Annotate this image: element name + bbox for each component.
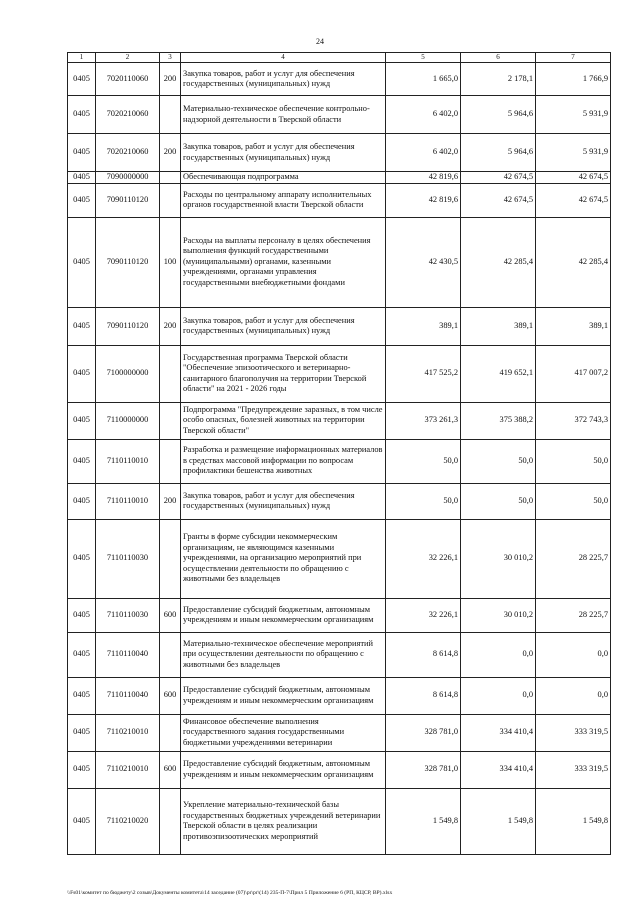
- section-code-cell: 0405: [68, 134, 96, 172]
- amount-year3-cell: 42 674,5: [536, 183, 611, 217]
- target-article-cell: 7090110120: [96, 307, 160, 345]
- header-col-6: 6: [461, 53, 536, 63]
- item-name-cell: Государственная программа Тверской области "Обеспечение эпизоотического и ветеринарно-санитарного благополучия на территории Тверской области" на 2021 - 2026 годы: [181, 345, 386, 402]
- table-row: [68, 134, 611, 172]
- expense-type-cell: 600: [160, 751, 181, 788]
- expense-type-cell: 200: [160, 483, 181, 519]
- table-row: [68, 598, 611, 632]
- amount-year1-cell: 42 430,5: [386, 217, 461, 307]
- amount-year3-cell: 5 931,9: [536, 96, 611, 134]
- amount-year3-cell: 28 225,7: [536, 519, 611, 598]
- amount-year2-cell: 375 388,2: [461, 402, 536, 439]
- section-code-cell: 0405: [68, 63, 96, 96]
- section-code-cell: 0405: [68, 439, 96, 483]
- amount-year3-cell: 28 225,7: [536, 598, 611, 632]
- amount-year2-cell: 2 178,1: [461, 63, 536, 96]
- section-code-cell: 0405: [68, 751, 96, 788]
- section-code-cell: 0405: [68, 402, 96, 439]
- target-article-cell: 7020110060: [96, 63, 160, 96]
- amount-year2-cell: 50,0: [461, 483, 536, 519]
- amount-year2-cell: 5 964,6: [461, 96, 536, 134]
- amount-year2-cell: 30 010,2: [461, 519, 536, 598]
- expense-type-cell: [160, 345, 181, 402]
- amount-year3-cell: 0,0: [536, 632, 611, 677]
- amount-year2-cell: 42 285,4: [461, 217, 536, 307]
- header-col-2: 2: [96, 53, 160, 63]
- target-article-cell: 7110110010: [96, 483, 160, 519]
- item-name-cell: Предоставление субсидий бюджетным, автономным учреждениям и иным некоммерческим организациям: [181, 598, 386, 632]
- section-code-cell: 0405: [68, 714, 96, 751]
- expense-type-cell: [160, 402, 181, 439]
- header-col-7: 7: [536, 53, 611, 63]
- amount-year2-cell: 0,0: [461, 677, 536, 714]
- target-article-cell: 7110110010: [96, 439, 160, 483]
- item-name-cell: Предоставление субсидий бюджетным, автономным учреждениям и иным некоммерческим организациям: [181, 751, 386, 788]
- item-name-cell: Обеспечивающая подпрограмма: [181, 172, 386, 184]
- amount-year1-cell: 1 665,0: [386, 63, 461, 96]
- amount-year2-cell: 50,0: [461, 439, 536, 483]
- expense-type-cell: 600: [160, 598, 181, 632]
- item-name-cell: Финансовое обеспечение выполнения государственного задания государственными бюджетными учреждениями ветеринарии: [181, 714, 386, 751]
- amount-year3-cell: 50,0: [536, 439, 611, 483]
- amount-year3-cell: 42 674,5: [536, 172, 611, 184]
- item-name-cell: Укрепление материально-технической базы государственных бюджетных учреждений ветеринарии Тверской области в целях реализации противоэпизоотических мероприятий: [181, 788, 386, 854]
- item-name-cell: Разработка и размещение информационных материалов в средствах массовой информации по вопросам профилактики бешенства животных: [181, 439, 386, 483]
- amount-year3-cell: 42 285,4: [536, 217, 611, 307]
- item-name-cell: Материально-техническое обеспечение мероприятий при осуществлении деятельности по обращению с животными без владельцев: [181, 632, 386, 677]
- amount-year1-cell: 417 525,2: [386, 345, 461, 402]
- amount-year3-cell: 1 766,9: [536, 63, 611, 96]
- table-row: [68, 439, 611, 483]
- amount-year3-cell: 50,0: [536, 483, 611, 519]
- expense-type-cell: 100: [160, 217, 181, 307]
- target-article-cell: 7110110030: [96, 598, 160, 632]
- item-name-cell: Гранты в форме субсидии некоммерческим организациям, не являющимся казенными учреждениями, на организацию мероприятий при осуществлении деятельности по обращению с животными без владельцев: [181, 519, 386, 598]
- amount-year1-cell: 8 614,8: [386, 632, 461, 677]
- budget-table: [67, 52, 611, 855]
- expense-type-cell: [160, 788, 181, 854]
- section-code-cell: 0405: [68, 96, 96, 134]
- header-col-4: 4: [181, 53, 386, 63]
- amount-year2-cell: 334 410,4: [461, 714, 536, 751]
- header-col-5: 5: [386, 53, 461, 63]
- target-article-cell: 7110000000: [96, 402, 160, 439]
- table-row: [68, 172, 611, 184]
- expense-type-cell: 200: [160, 307, 181, 345]
- amount-year2-cell: 334 410,4: [461, 751, 536, 788]
- amount-year3-cell: 333 319,5: [536, 714, 611, 751]
- target-article-cell: 7110110040: [96, 632, 160, 677]
- amount-year2-cell: 5 964,6: [461, 134, 536, 172]
- amount-year1-cell: 8 614,8: [386, 677, 461, 714]
- table-row: [68, 183, 611, 217]
- target-article-cell: 7090110120: [96, 183, 160, 217]
- amount-year3-cell: 417 007,2: [536, 345, 611, 402]
- amount-year1-cell: 373 261,3: [386, 402, 461, 439]
- amount-year2-cell: 419 652,1: [461, 345, 536, 402]
- section-code-cell: 0405: [68, 632, 96, 677]
- target-article-cell: 7110210010: [96, 751, 160, 788]
- expense-type-cell: [160, 96, 181, 134]
- amount-year3-cell: 389,1: [536, 307, 611, 345]
- header-col-3: 3: [160, 53, 181, 63]
- item-name-cell: Закупка товаров, работ и услуг для обеспечения государственных (муниципальных) нужд: [181, 307, 386, 345]
- amount-year2-cell: 42 674,5: [461, 172, 536, 184]
- expense-type-cell: [160, 519, 181, 598]
- header-col-1: 1: [68, 53, 96, 63]
- item-name-cell: Расходы по центральному аппарату исполнительных органов государственной власти Тверской области: [181, 183, 386, 217]
- table-row: [68, 402, 611, 439]
- table-header-row: [68, 53, 611, 63]
- amount-year1-cell: 50,0: [386, 483, 461, 519]
- amount-year2-cell: 42 674,5: [461, 183, 536, 217]
- table-row: [68, 307, 611, 345]
- amount-year1-cell: 328 781,0: [386, 751, 461, 788]
- amount-year3-cell: 5 931,9: [536, 134, 611, 172]
- amount-year2-cell: 389,1: [461, 307, 536, 345]
- item-name-cell: Закупка товаров, работ и услуг для обеспечения государственных (муниципальных) нужд: [181, 63, 386, 96]
- amount-year3-cell: 0,0: [536, 677, 611, 714]
- section-code-cell: 0405: [68, 345, 96, 402]
- expense-type-cell: [160, 172, 181, 184]
- amount-year2-cell: 0,0: [461, 632, 536, 677]
- target-article-cell: 7100000000: [96, 345, 160, 402]
- expense-type-cell: 200: [160, 134, 181, 172]
- amount-year1-cell: 42 819,6: [386, 172, 461, 184]
- expense-type-cell: [160, 439, 181, 483]
- amount-year1-cell: 6 402,0: [386, 96, 461, 134]
- page-number: 24: [316, 37, 324, 46]
- section-code-cell: 0405: [68, 598, 96, 632]
- target-article-cell: 7110210010: [96, 714, 160, 751]
- target-article-cell: 7020210060: [96, 96, 160, 134]
- amount-year1-cell: 32 226,1: [386, 519, 461, 598]
- file-path-footer: \\Fs01\комитет по бюджету\2 созыв\Документы комитета\14 заседание (07)\pr\pr\(14) 235-П-7\Прил 5 Приложение 6 (РП, КЦСР, ВР).xlsx: [67, 890, 393, 896]
- section-code-cell: 0405: [68, 217, 96, 307]
- section-code-cell: 0405: [68, 307, 96, 345]
- table-row: [68, 96, 611, 134]
- table-row: [68, 632, 611, 677]
- amount-year3-cell: 333 319,5: [536, 751, 611, 788]
- expense-type-cell: [160, 632, 181, 677]
- table-row: [68, 483, 611, 519]
- amount-year1-cell: 50,0: [386, 439, 461, 483]
- item-name-cell: Предоставление субсидий бюджетным, автономным учреждениям и иным некоммерческим организациям: [181, 677, 386, 714]
- table-row: [68, 63, 611, 96]
- amount-year1-cell: 42 819,6: [386, 183, 461, 217]
- item-name-cell: Расходы на выплаты персоналу в целях обеспечения выполнения функций государственными (муниципальными) органами, казенными учреждениями, органами управления государственными внебюджетными фондами: [181, 217, 386, 307]
- table-row: [68, 519, 611, 598]
- target-article-cell: 7110110040: [96, 677, 160, 714]
- table-row: [68, 677, 611, 714]
- item-name-cell: Подпрограмма "Предупреждение заразных, в том числе особо опасных, болезней животных на территории Тверской области": [181, 402, 386, 439]
- item-name-cell: Закупка товаров, работ и услуг для обеспечения государственных (муниципальных) нужд: [181, 483, 386, 519]
- section-code-cell: 0405: [68, 677, 96, 714]
- amount-year3-cell: 372 743,3: [536, 402, 611, 439]
- section-code-cell: 0405: [68, 483, 96, 519]
- item-name-cell: Закупка товаров, работ и услуг для обеспечения государственных (муниципальных) нужд: [181, 134, 386, 172]
- table-row: [68, 751, 611, 788]
- amount-year1-cell: 328 781,0: [386, 714, 461, 751]
- item-name-cell: Материально-техническое обеспечение контрольно-надзорной деятельности в Тверской области: [181, 96, 386, 134]
- target-article-cell: 7090000000: [96, 172, 160, 184]
- amount-year1-cell: 6 402,0: [386, 134, 461, 172]
- section-code-cell: 0405: [68, 183, 96, 217]
- amount-year2-cell: 1 549,8: [461, 788, 536, 854]
- table-row: [68, 345, 611, 402]
- expense-type-cell: 200: [160, 63, 181, 96]
- amount-year2-cell: 30 010,2: [461, 598, 536, 632]
- section-code-cell: 0405: [68, 519, 96, 598]
- amount-year1-cell: 32 226,1: [386, 598, 461, 632]
- target-article-cell: 7110110030: [96, 519, 160, 598]
- expense-type-cell: 600: [160, 677, 181, 714]
- section-code-cell: 0405: [68, 788, 96, 854]
- table-row: [68, 788, 611, 854]
- table-row: [68, 714, 611, 751]
- table-body: [68, 53, 611, 855]
- table-row: [68, 217, 611, 307]
- amount-year1-cell: 389,1: [386, 307, 461, 345]
- amount-year3-cell: 1 549,8: [536, 788, 611, 854]
- expense-type-cell: [160, 714, 181, 751]
- expense-type-cell: [160, 183, 181, 217]
- target-article-cell: 7020210060: [96, 134, 160, 172]
- target-article-cell: 7090110120: [96, 217, 160, 307]
- section-code-cell: 0405: [68, 172, 96, 184]
- target-article-cell: 7110210020: [96, 788, 160, 854]
- amount-year1-cell: 1 549,8: [386, 788, 461, 854]
